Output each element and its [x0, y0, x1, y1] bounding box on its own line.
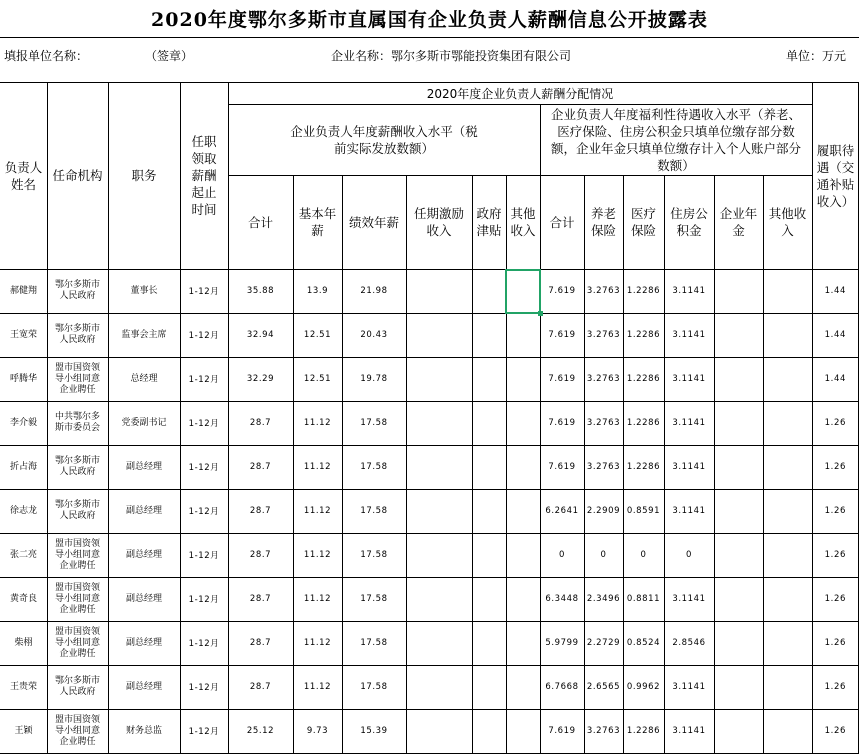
- cell-duty[interactable]: 1.44: [824, 374, 846, 384]
- cell-annuity[interactable]: [714, 533, 763, 577]
- header-sub-11: 其他收入: [768, 206, 807, 238]
- cell-duty[interactable]: 1.44: [824, 286, 846, 296]
- cell-period[interactable]: 1-12月: [188, 419, 220, 429]
- grid-line: [623, 175, 624, 753]
- cell-name[interactable]: 折占海: [9, 461, 37, 472]
- cell-base[interactable]: 13.9: [306, 286, 329, 296]
- cell-housing[interactable]: 3.1141: [672, 726, 706, 736]
- header-sub-0: 合计: [247, 214, 273, 230]
- cell-medical[interactable]: 0: [640, 550, 647, 560]
- cell-perf[interactable]: 17.58: [360, 506, 388, 516]
- cell-post[interactable]: 副总经理: [125, 549, 162, 560]
- cell-gov[interactable]: [472, 621, 506, 665]
- cell-duty[interactable]: 1.26: [824, 506, 846, 516]
- cell-medical[interactable]: 1.2286: [626, 286, 661, 296]
- cell-period[interactable]: 1-12月: [188, 683, 220, 693]
- cell-duty[interactable]: 1.26: [824, 418, 846, 428]
- header-sub-2: 绩效年薪: [348, 214, 399, 230]
- cell-tenure[interactable]: [406, 665, 472, 709]
- grid-line: [228, 82, 229, 753]
- cell-period[interactable]: 1-12月: [188, 639, 220, 649]
- grid-line: [228, 104, 812, 105]
- cell-gov[interactable]: [472, 401, 506, 445]
- cell-wother[interactable]: [763, 357, 812, 401]
- cell-wtotal[interactable]: 7.619: [548, 374, 576, 384]
- header-group: 2020年度企业负责人薪酬分配情况: [426, 86, 614, 101]
- cell-other[interactable]: [506, 445, 540, 489]
- cell-tenure[interactable]: [406, 533, 472, 577]
- header-sub-1: 基本年薪: [298, 206, 337, 238]
- cell-wother[interactable]: [763, 269, 812, 313]
- cell-post[interactable]: 副总经理: [125, 505, 162, 516]
- cell-perf[interactable]: 17.58: [360, 682, 388, 692]
- cell-post[interactable]: 副总经理: [125, 593, 162, 604]
- cell-base[interactable]: 11.12: [303, 418, 332, 428]
- cell-period[interactable]: 1-12月: [188, 507, 220, 517]
- cell-pension[interactable]: 3.2763: [586, 726, 621, 736]
- cell-other[interactable]: [506, 621, 540, 665]
- cell-medical[interactable]: 0.9962: [626, 682, 661, 692]
- cell-tenure[interactable]: [406, 269, 472, 313]
- cell-post[interactable]: 副总经理: [125, 681, 162, 692]
- cell-name[interactable]: 黄奇良: [9, 593, 37, 604]
- grid-line: [108, 82, 109, 753]
- cell-housing[interactable]: 3.1141: [672, 374, 706, 384]
- cell-pension[interactable]: 3.2763: [586, 462, 621, 472]
- cell-post[interactable]: 财务总监: [125, 725, 162, 736]
- cell-total[interactable]: 28.7: [249, 550, 272, 560]
- cell-other[interactable]: [506, 577, 540, 621]
- cell-gov[interactable]: [472, 313, 506, 357]
- cell-pension[interactable]: 2.2729: [586, 638, 621, 648]
- grid-line: [763, 175, 764, 753]
- cell-wother[interactable]: [763, 577, 812, 621]
- cell-period[interactable]: 1-12月: [188, 595, 220, 605]
- cell-wtotal[interactable]: 5.9799: [545, 638, 579, 648]
- header-post: 职务: [131, 168, 157, 183]
- cell-other[interactable]: [506, 489, 540, 533]
- cell-name[interactable]: 郝健翔: [9, 285, 37, 296]
- cell-wother[interactable]: [763, 709, 812, 753]
- header-name: 负责人姓名: [4, 159, 43, 192]
- cell-housing[interactable]: 3.1141: [672, 682, 706, 692]
- cell-tenure[interactable]: [406, 445, 472, 489]
- cell-period[interactable]: 1-12月: [188, 287, 220, 297]
- cell-wtotal[interactable]: 6.3448: [545, 594, 579, 604]
- cell-annuity[interactable]: [714, 313, 763, 357]
- grid-line: [0, 313, 859, 314]
- cell-total[interactable]: 35.88: [246, 286, 275, 296]
- cell-other[interactable]: [506, 313, 540, 357]
- grid-line: [0, 709, 859, 710]
- cell-period[interactable]: 1-12月: [188, 331, 220, 341]
- cell-base[interactable]: 11.12: [303, 550, 332, 560]
- cell-name[interactable]: 王贵荣: [9, 681, 37, 692]
- cell-wother[interactable]: [763, 665, 812, 709]
- cell-period[interactable]: 1-12月: [188, 375, 220, 385]
- cell-medical[interactable]: 1.2286: [626, 462, 661, 472]
- cell-post[interactable]: 副总经理: [125, 461, 162, 472]
- cell-perf[interactable]: 17.58: [360, 550, 388, 560]
- cell-gov[interactable]: [472, 665, 506, 709]
- cell-org[interactable]: 中共鄂尔多斯市委员会: [54, 412, 100, 433]
- cell-perf[interactable]: 20.43: [360, 330, 388, 340]
- cell-perf[interactable]: 17.58: [360, 418, 388, 428]
- cell-name[interactable]: 王宽荣: [9, 329, 37, 340]
- cell-wother[interactable]: [763, 533, 812, 577]
- cell-tenure[interactable]: [406, 709, 472, 753]
- cell-medical[interactable]: 1.2286: [626, 330, 661, 340]
- header-sub-3: 任期激励收入: [413, 206, 464, 238]
- cell-total[interactable]: 28.7: [249, 638, 272, 648]
- sheet-title: 2020年度鄂尔多斯市直属国有企业负责人薪酬信息公开披露表: [151, 8, 708, 31]
- cell-tenure[interactable]: [406, 621, 472, 665]
- cell-other[interactable]: [506, 665, 540, 709]
- header-sub-8: 医疗保险: [630, 206, 656, 238]
- cell-pension[interactable]: 0: [600, 550, 607, 560]
- seal-label: （签章）: [144, 48, 193, 63]
- cell-wother[interactable]: [763, 313, 812, 357]
- cell-perf[interactable]: 17.58: [360, 638, 388, 648]
- cell-gov[interactable]: [472, 357, 506, 401]
- cell-wtotal[interactable]: 0: [558, 550, 565, 560]
- cell-duty[interactable]: 1.26: [824, 462, 846, 472]
- cell-total[interactable]: 32.29: [246, 374, 275, 384]
- cell-medical[interactable]: 0.8524: [626, 638, 661, 648]
- header-sub-6: 合计: [549, 214, 575, 230]
- cell-annuity[interactable]: [714, 709, 763, 753]
- grid-line: [0, 665, 859, 666]
- cell-base[interactable]: 11.12: [303, 462, 332, 472]
- grid-line: [180, 82, 181, 753]
- cell-duty[interactable]: 1.26: [824, 638, 846, 648]
- cell-wother[interactable]: [763, 621, 812, 665]
- cell-tenure[interactable]: [406, 357, 472, 401]
- cell-gov[interactable]: [472, 709, 506, 753]
- cell-wtotal[interactable]: 7.619: [548, 418, 576, 428]
- cell-period[interactable]: 1-12月: [188, 727, 220, 737]
- cell-housing[interactable]: 3.1141: [672, 418, 706, 428]
- cell-other[interactable]: [506, 709, 540, 753]
- cell-perf[interactable]: 17.58: [360, 594, 388, 604]
- cell-wother[interactable]: [763, 401, 812, 445]
- unit-currency: 单位：万元: [785, 48, 846, 63]
- cell-duty[interactable]: 1.26: [824, 682, 846, 692]
- cell-housing[interactable]: 3.1141: [672, 286, 706, 296]
- header-sub-4: 政府津贴: [476, 206, 502, 238]
- cell-housing[interactable]: 3.1141: [672, 330, 706, 340]
- cell-pension[interactable]: 2.6565: [586, 682, 621, 692]
- cell-wtotal[interactable]: 7.619: [548, 330, 576, 340]
- grid-line: [812, 82, 813, 753]
- grid-line: [540, 104, 541, 753]
- cell-housing[interactable]: 3.1141: [672, 462, 706, 472]
- cell-annuity[interactable]: [714, 621, 763, 665]
- cell-housing[interactable]: 0: [685, 550, 692, 560]
- header-sub-10: 企业年金: [719, 206, 758, 238]
- cell-perf[interactable]: 15.39: [360, 726, 388, 736]
- cell-perf[interactable]: 19.78: [360, 374, 388, 384]
- cell-duty[interactable]: 1.26: [824, 550, 846, 560]
- cell-annuity[interactable]: [714, 357, 763, 401]
- cell-gov[interactable]: [472, 269, 506, 313]
- header-org: 任命机构: [52, 168, 103, 183]
- cell-total[interactable]: 28.7: [249, 462, 272, 472]
- cell-post[interactable]: 董事长: [130, 285, 158, 296]
- cell-medical[interactable]: 1.2286: [626, 374, 661, 384]
- cell-tenure[interactable]: [406, 489, 472, 533]
- cell-tenure[interactable]: [406, 401, 472, 445]
- cell-org[interactable]: 鄂尔多斯市人民政府: [54, 280, 100, 301]
- cell-org[interactable]: 鄂尔多斯市人民政府: [54, 676, 100, 697]
- cell-post[interactable]: 副总经理: [125, 637, 162, 648]
- cell-pension[interactable]: 3.2763: [586, 418, 621, 428]
- cell-name[interactable]: 王颖: [14, 725, 33, 736]
- header-duty: 履职待遇（交通补贴收入）: [816, 142, 855, 209]
- cell-post[interactable]: 党委副书记: [121, 417, 167, 428]
- cell-name[interactable]: 徐志龙: [9, 505, 37, 516]
- grid-line: [0, 269, 859, 270]
- cell-name[interactable]: 柴栩: [14, 637, 33, 648]
- cell-gov[interactable]: [472, 489, 506, 533]
- cell-housing[interactable]: 3.1141: [672, 506, 706, 516]
- grid-line: [0, 533, 859, 534]
- cell-pension[interactable]: 3.2763: [586, 374, 621, 384]
- cell-perf[interactable]: 17.58: [360, 462, 388, 472]
- cell-org[interactable]: 盟市国资领导小组同意企业聘任: [54, 626, 100, 659]
- grid-line: [0, 577, 859, 578]
- cell-org[interactable]: 鄂尔多斯市人民政府: [54, 500, 100, 521]
- cell-wtotal[interactable]: 7.619: [548, 462, 576, 472]
- grid-line: [0, 357, 859, 358]
- grid-line: [714, 175, 715, 753]
- grid-line: [47, 82, 48, 753]
- cell-post[interactable]: 总经理: [130, 373, 158, 384]
- grid-line: [472, 175, 473, 753]
- cell-pension[interactable]: 3.2763: [586, 330, 621, 340]
- grid-line: [406, 175, 407, 753]
- cell-annuity[interactable]: [714, 269, 763, 313]
- cell-housing[interactable]: 2.8546: [672, 638, 706, 648]
- header-sub-9: 住房公积金: [670, 206, 708, 238]
- cell-base[interactable]: 12.51: [303, 330, 332, 340]
- grid-line: [0, 445, 859, 446]
- cell-gov[interactable]: [472, 445, 506, 489]
- cell-annuity[interactable]: [714, 577, 763, 621]
- cell-period[interactable]: 1-12月: [188, 551, 220, 561]
- cell-name[interactable]: 李介毅: [9, 417, 37, 428]
- cell-org[interactable]: 盟市国资领导小组同意企业聘任: [54, 362, 100, 395]
- cell-tenure[interactable]: [406, 577, 472, 621]
- cell-medical[interactable]: 0.8591: [626, 506, 661, 516]
- cell-period[interactable]: 1-12月: [188, 463, 220, 473]
- grid-line: [506, 175, 507, 753]
- header-sub-5: 其他收入: [510, 206, 536, 238]
- cell-duty[interactable]: 1.44: [824, 330, 846, 340]
- cell-wtotal[interactable]: 7.619: [548, 726, 576, 736]
- cell-base[interactable]: 11.12: [303, 594, 332, 604]
- cell-org[interactable]: 盟市国资领导小组同意企业聘任: [54, 538, 100, 571]
- cell-total[interactable]: 25.12: [246, 726, 275, 736]
- cell-wother[interactable]: [763, 489, 812, 533]
- cell-pension[interactable]: 3.2763: [586, 286, 621, 296]
- header-pay-group: 企业负责人年度薪酬收入水平（税前实际发放数额）: [290, 123, 478, 156]
- cell-housing[interactable]: 3.1141: [672, 594, 706, 604]
- cell-annuity[interactable]: [714, 665, 763, 709]
- cell-medical[interactable]: 1.2286: [626, 418, 661, 428]
- cell-perf[interactable]: 21.98: [360, 286, 388, 296]
- cell-medical[interactable]: 0.8811: [626, 594, 661, 604]
- cell-medical[interactable]: 1.2286: [626, 726, 661, 736]
- grid-line: [293, 175, 294, 753]
- fill-handle[interactable]: [538, 311, 543, 316]
- company-name: 企业名称：鄂尔多斯市鄂能投资集团有限公司: [330, 48, 571, 63]
- cell-total[interactable]: 28.7: [249, 594, 272, 604]
- cell-org[interactable]: 鄂尔多斯市人民政府: [54, 456, 100, 477]
- cell-total[interactable]: 28.7: [249, 506, 272, 516]
- cell-annuity[interactable]: [714, 401, 763, 445]
- cell-tenure[interactable]: [406, 313, 472, 357]
- cell-wtotal[interactable]: 6.2641: [545, 506, 579, 516]
- cell-name[interactable]: 张二亮: [9, 549, 37, 560]
- cell-other[interactable]: [506, 357, 540, 401]
- header-sub-7: 养老保险: [590, 206, 616, 238]
- cell-base[interactable]: 11.12: [303, 506, 332, 516]
- header-period: 任职领取薪酬起止时间: [191, 134, 217, 217]
- cell-duty[interactable]: 1.26: [824, 594, 846, 604]
- cell-duty[interactable]: 1.26: [824, 726, 846, 736]
- cell-base[interactable]: 11.12: [303, 638, 332, 648]
- header-welfare-group: 企业负责人年度福利性待遇收入水平（养老、医疗保险、住房公积金只填单位缴存部分数额，企业年金只填单位缴存计入个人账户部分数额）: [550, 106, 801, 173]
- cell-org[interactable]: 盟市国资领导小组同意企业聘任: [54, 714, 100, 747]
- cell-annuity[interactable]: [714, 489, 763, 533]
- cell-base[interactable]: 11.12: [303, 682, 332, 692]
- cell-base[interactable]: 9.73: [306, 726, 329, 736]
- grid-line: [228, 175, 812, 176]
- cell-wtotal[interactable]: 6.7668: [545, 682, 579, 692]
- cell-name[interactable]: 呼腾华: [9, 373, 37, 384]
- cell-wtotal[interactable]: 7.619: [548, 286, 576, 296]
- grid-line: [584, 175, 585, 753]
- cell-wother[interactable]: [763, 445, 812, 489]
- cell-total[interactable]: 28.7: [249, 418, 272, 428]
- cell-org[interactable]: 鄂尔多斯市人民政府: [54, 324, 100, 345]
- cell-total[interactable]: 28.7: [249, 682, 272, 692]
- cell-gov[interactable]: [472, 533, 506, 577]
- grid-line: [0, 401, 859, 402]
- cell-annuity[interactable]: [714, 445, 763, 489]
- cell-gov[interactable]: [472, 577, 506, 621]
- grid-line: [342, 175, 343, 753]
- selected-cell-outline[interactable]: [505, 269, 541, 314]
- unit-label: 填报单位名称：: [4, 48, 89, 63]
- cell-pension[interactable]: 2.2909: [586, 506, 621, 516]
- grid-line: [664, 175, 665, 753]
- cell-pension[interactable]: 2.3496: [586, 594, 621, 604]
- cell-other[interactable]: [506, 401, 540, 445]
- grid-line: [0, 37, 859, 38]
- cell-base[interactable]: 12.51: [303, 374, 332, 384]
- cell-post[interactable]: 监事会主席: [121, 329, 167, 340]
- cell-org[interactable]: 盟市国资领导小组同意企业聘任: [54, 582, 100, 615]
- grid-line: [0, 489, 859, 490]
- cell-total[interactable]: 32.94: [246, 330, 275, 340]
- grid-line: [0, 82, 859, 83]
- grid-line: [0, 621, 859, 622]
- cell-other[interactable]: [506, 533, 540, 577]
